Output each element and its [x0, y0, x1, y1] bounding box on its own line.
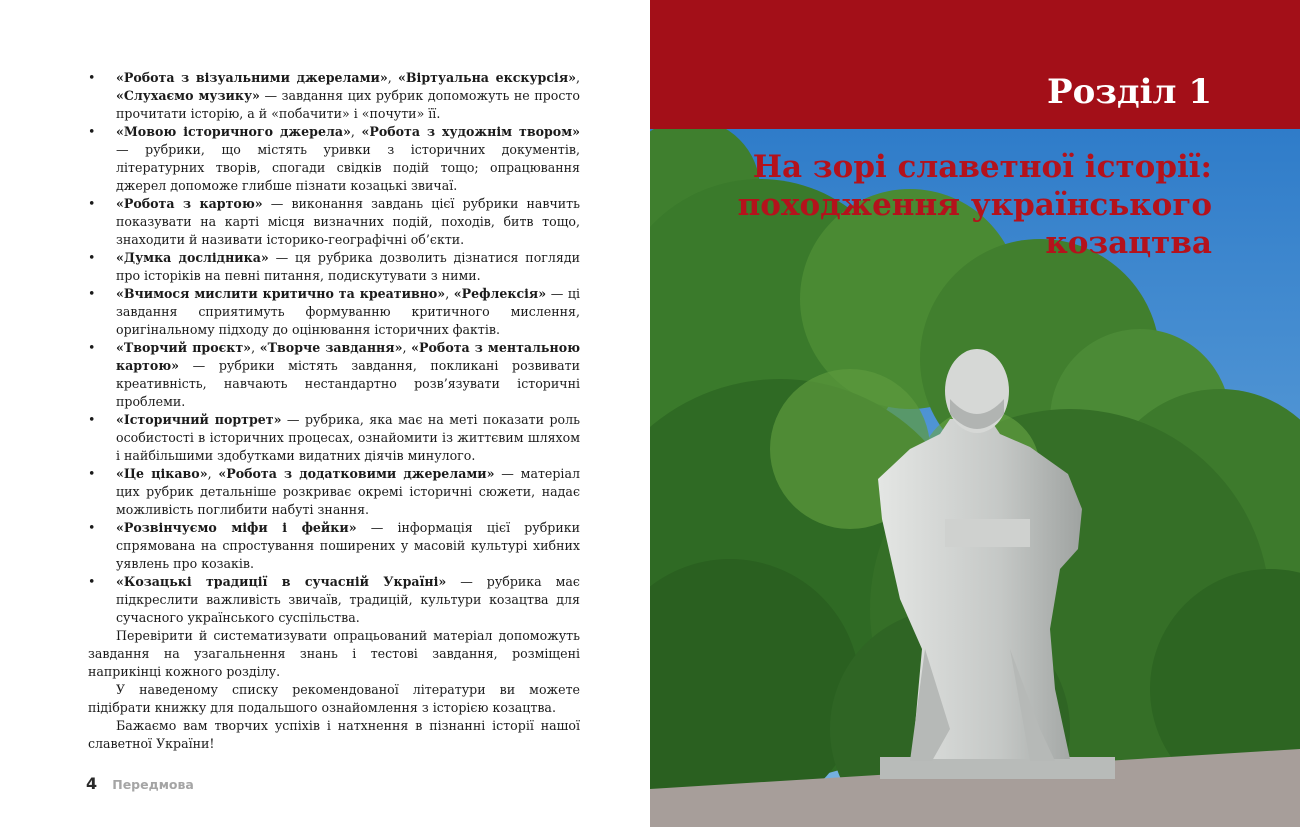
rubric-text: — ця рубрика дозволить дізнатися погляди про історіків на певні питання, подискутувати з ними.: [116, 250, 580, 283]
page-footer: [86, 774, 194, 793]
rubric-name: «Робота з художнім твором»: [361, 124, 581, 139]
rubric-item: [88, 339, 580, 411]
page-number: 4: [86, 774, 98, 793]
rubric-name: «Віртуальна екскурсія»: [398, 70, 576, 85]
rubric-name: «Історичний портрет»: [116, 412, 282, 427]
rubric-text: ,: [445, 286, 454, 301]
rubric-name: «Рефлексія»: [453, 286, 547, 301]
rubric-item: [88, 285, 580, 339]
rubric-text: — рубрики містять завдання, покликані розвивати креативність, навчають нестандартно розв’язувати історичні проблеми.: [116, 358, 580, 409]
rubric-name: «Слухаємо музику»: [116, 88, 260, 103]
rubric-text: ,: [350, 124, 362, 139]
rubric-text: — рубрики, що містять уривки з історичних документів, літературних творів, спогади свідків подій тощо; опрацювання джерел допоможе глибше пізнати козацькі звичаї.: [116, 142, 580, 193]
body-paragraph: Перевірити й систематизувати опрацьований матеріал допоможуть завдання на узагальнення знань і тестові завдання, розміщені наприкінці кожного розділу.: [88, 628, 580, 679]
rubric-text: — матеріал цих рубрик детальніше розкриває окремі історичні сюжети, надає можливість поглибити набуті знання.: [116, 466, 580, 517]
rubric-text: ,: [402, 340, 412, 355]
rubric-name: «Думка дослідника»: [116, 250, 269, 265]
rubric-text: ,: [251, 340, 260, 355]
rubric-name: «Розвінчуємо міфи і фейки»: [116, 520, 357, 535]
rubric-item: [88, 195, 580, 249]
rubric-name: «Мовою історичного джерела»: [116, 124, 351, 139]
chapter-title-line-1: На зорі славетної історії:: [752, 149, 1212, 185]
rubric-text: ,: [387, 70, 399, 85]
preface-text: [88, 69, 580, 753]
rubric-list: [88, 69, 580, 627]
chapter-title-line-2: походження українського: [737, 187, 1212, 223]
rubric-name: «Робота з картою»: [116, 196, 263, 211]
rubric-name: «Робота з додатковими джерелами»: [218, 466, 495, 481]
rubric-item: [88, 519, 580, 573]
rubric-name: «Творчий проєкт»: [116, 340, 252, 355]
rubric-text: — ці завдання сприятимуть формуванню критичного мислення, оригінальному підходу до оцінювання історичних фактів.: [116, 286, 580, 337]
rubric-text: — рубрика, яка має на меті показати роль особистості в історичних процесах, ознайомити із життєвим шляхом і найбільшими здобутками видатних діячів минулого.: [116, 412, 580, 463]
running-section-title: Передмова: [112, 777, 194, 792]
chapter-label: Розділ 1: [1047, 72, 1212, 112]
body-paragraph: У наведеному списку рекомендованої літератури ви можете підібрати книжку для подальшого ознайомлення з історією козацтва.: [88, 682, 580, 715]
rubric-item: [88, 123, 580, 195]
rubric-item: [88, 69, 580, 123]
rubric-name: «Робота з ментальною картою»: [116, 340, 581, 373]
body-paragraph: Бажаємо вам творчих успіхів і натхнення в пізнанні історії нашої славетної України!: [88, 718, 580, 751]
rubric-text: — інформація цієї рубрики спрямована на спростування поширених у масовій культурі хибних уявлень про козаків.: [116, 520, 580, 571]
closing-paragraphs: [88, 627, 580, 753]
rubric-text: — завдання цих рубрик допоможуть не просто прочитати історію, а й «побачити» і «почути» її.: [116, 88, 580, 121]
chapter-title: [652, 148, 1212, 262]
rubric-name: «Робота з візуальними джерелами»: [116, 70, 388, 85]
rubric-name: «Творче завдання»: [259, 340, 403, 355]
right-page: [650, 0, 1300, 827]
rubric-text: — виконання завдань цієї рубрики навчить показувати на карті місця визначних подій, походів, битв тощо, знаходити й називати історико-географічні об’єкти.: [116, 196, 581, 247]
rubric-name: «Це цікаво»: [116, 466, 208, 481]
rubric-text: — рубрика має підкреслити важливість звичаїв, традицій, культури козацтва для сучасного українського суспільства.: [116, 574, 580, 625]
rubric-item: [88, 411, 580, 465]
rubric-text: ,: [207, 466, 219, 481]
rubric-item: [88, 573, 580, 627]
chapter-title-line-3: козацтва: [1045, 225, 1212, 261]
rubric-name: «Козацькі традиції в сучасній Україні»: [116, 574, 447, 589]
rubric-text: ,: [576, 70, 581, 85]
rubric-item: [88, 465, 580, 519]
rubric-name: «Вчимося мислити критично та креативно»: [116, 286, 446, 301]
rubric-item: [88, 249, 580, 285]
